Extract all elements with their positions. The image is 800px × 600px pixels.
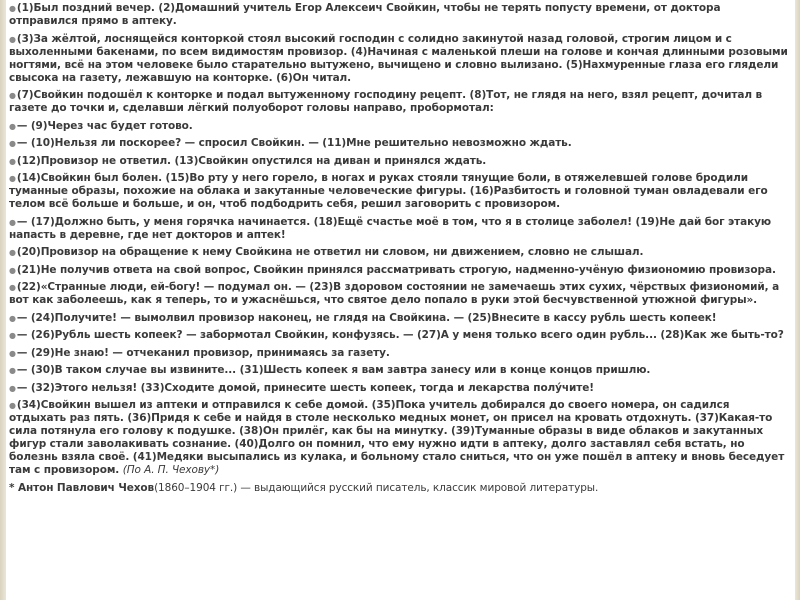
bullet-icon: ●	[9, 156, 16, 166]
footnote	[6, 482, 790, 495]
paragraph-5: ●— (10)Нельзя ли поскорее? — спросил Свойкин. — (11)Мне решительно невозможно ждать.	[9, 137, 572, 149]
text-slide	[6, 2, 790, 598]
bullet-icon: ●	[9, 248, 16, 257]
bullet-icon: ●	[9, 139, 16, 148]
paragraph-16: ●— (32)Этого нельзя! (33)Сходите домой, принесите шесть копеек, тогда и лекарства полу́чите!	[9, 381, 594, 394]
footnote-author: * Антон Павлович Чехов	[9, 481, 155, 494]
bullet-icon: ●	[9, 401, 16, 410]
paragraph-3: ●(7)Свойкин подошёл к конторке и подал вытуженному господину рецепт. (8)Тот, не глядя на него, взял рецепт, дочитал в газете до точки и, сделавши лёгкий полуоборот головы направо, пробормотал:	[9, 89, 763, 114]
paragraph-11: ●(22)«Странные люди, ей-богу! — подумал он. — (23)В здоровом состоянии не замечаешь этих сухих, чёрствых физиономий, а вот как заболеешь, как я теперь, то и ужаснёшься, что святое дело попало в руки этой бесчувственной утюжной фигуры».	[9, 281, 780, 306]
paragraph-13: ●— (26)Рубль шесть копеек? — забормотал Свойкин, конфузясь. — (27)А у меня только всего один рубль... (28)Как же быть-то?	[9, 329, 784, 341]
paragraph-7: ●(14)Свойкин был болен. (15)Во рту у него горело, в ногах и руках стояли тянущие боли, в отяжелевшей голове бродили туманные образы, похожие на облака и закутанные человеческие фигуры. (16)Разбитость и головной туман овладевали его телом всё больше и больше, и он, чтоб подбодрить себя, решил заговорить с провизором.	[9, 172, 768, 210]
bullet-icon: ●	[9, 121, 16, 131]
bullet-icon: ●	[9, 4, 16, 13]
bullet-icon: ●	[9, 174, 16, 183]
bullet-icon: ●	[9, 265, 16, 275]
paragraph-9: ●(20)Провизор на обращение к нему Свойкина не ответил ни словом, ни движением, словно не слышал.	[9, 246, 644, 258]
right-decorative-stripe	[795, 0, 800, 600]
bullet-icon: ●	[9, 217, 16, 227]
source-attribution: (По А. П. Чехову*)	[122, 464, 220, 476]
bullet-icon: ●	[9, 383, 16, 393]
bullet-icon: ●	[9, 34, 16, 44]
paragraph-12: ●— (24)Получите! — вымолвил провизор наконец, не глядя на Свойкина. — (25)Внесите в кассу рубль шесть копеек!	[9, 311, 717, 324]
bullet-icon: ●	[9, 313, 16, 323]
bullet-icon: ●	[9, 366, 16, 375]
paragraph-6: ●(12)Провизор не ответил. (13)Свойкин опустился на диван и принялся ждать.	[9, 154, 487, 167]
footnote-text: (1860–1904 гг.) — выдающийся русский писатель, классик мировой литературы.	[154, 481, 599, 494]
paragraph-8: ●— (17)Должно быть, у меня горячка начинается. (18)Ещё счастье моё в том, что я в столице заболел! (19)Не дай бог этакую напасть в деревне, где нет докторов и аптек!	[9, 215, 772, 241]
paragraph-1: ●(1)Был поздний вечер. (2)Домашний учитель Егор Алексеич Свойкин, чтобы не терять попусту времени, от доктора отправился прямо в аптеку.	[9, 2, 721, 27]
paragraph-17: ●(34)Свойкин вышел из аптеки и отправился к себе домой. (35)Пока учитель добирался до своего номера, он садился отдыхать раз пять. (36)Придя к себе и найдя в столе несколько медных монет, он присел на кровать отдохнуть. (37)Какая-то сила потянула его голову к подушке. (38)Он прилёг, как бы на минутку. (39)Туманные образы в виде облаков и закутанных фигур стали заволакивать сознание. (40)Долго он помнил, что ему нужно идти в аптеку, долго заставлял себя встать, но болезнь взяла своё. (41)Медяки высыпались из кулака, и больному стало сниться, что он уже пошёл в аптеку и вновь беседует там с провизором. (По А. П. Чехову*)	[9, 399, 785, 476]
paragraph-10: ●(21)Не получив ответа на свой вопрос, Свойкин принялся рассматривать строгую, надменно-учёную физиономию провизора.	[9, 263, 776, 276]
paragraph-4: ●— (9)Через час будет готово.	[9, 119, 193, 132]
bullet-icon: ●	[9, 91, 16, 100]
bullet-icon: ●	[9, 331, 16, 340]
bullet-icon: ●	[9, 283, 16, 292]
bullet-icon: ●	[9, 348, 16, 358]
paragraph-2: ●(3)За жёлтой, лоснящейся конторкой стоял высокий господин с солидно закинутой назад головой, строгим лицом и с выхоленными бакенами, по всем видимостям провизор. (4)Начиная с маленькой плеши на голове и кончая длинными розовыми ногтями, всё на этом человеке было старательно вытужено, вычищено и словно вылизано. (5)Нахмуренные глаза его глядели свысока на газету, лежавшую на конторке. (6)Он читал.	[9, 32, 788, 84]
paragraph-14: ●— (29)Не знаю! — отчеканил провизор, принимаясь за газету.	[9, 346, 390, 359]
paragraph-15: ●— (30)В таком случае вы извините... (31)Шесть копеек я вам завтра занесу или в конце концов пришлю.	[9, 364, 651, 376]
